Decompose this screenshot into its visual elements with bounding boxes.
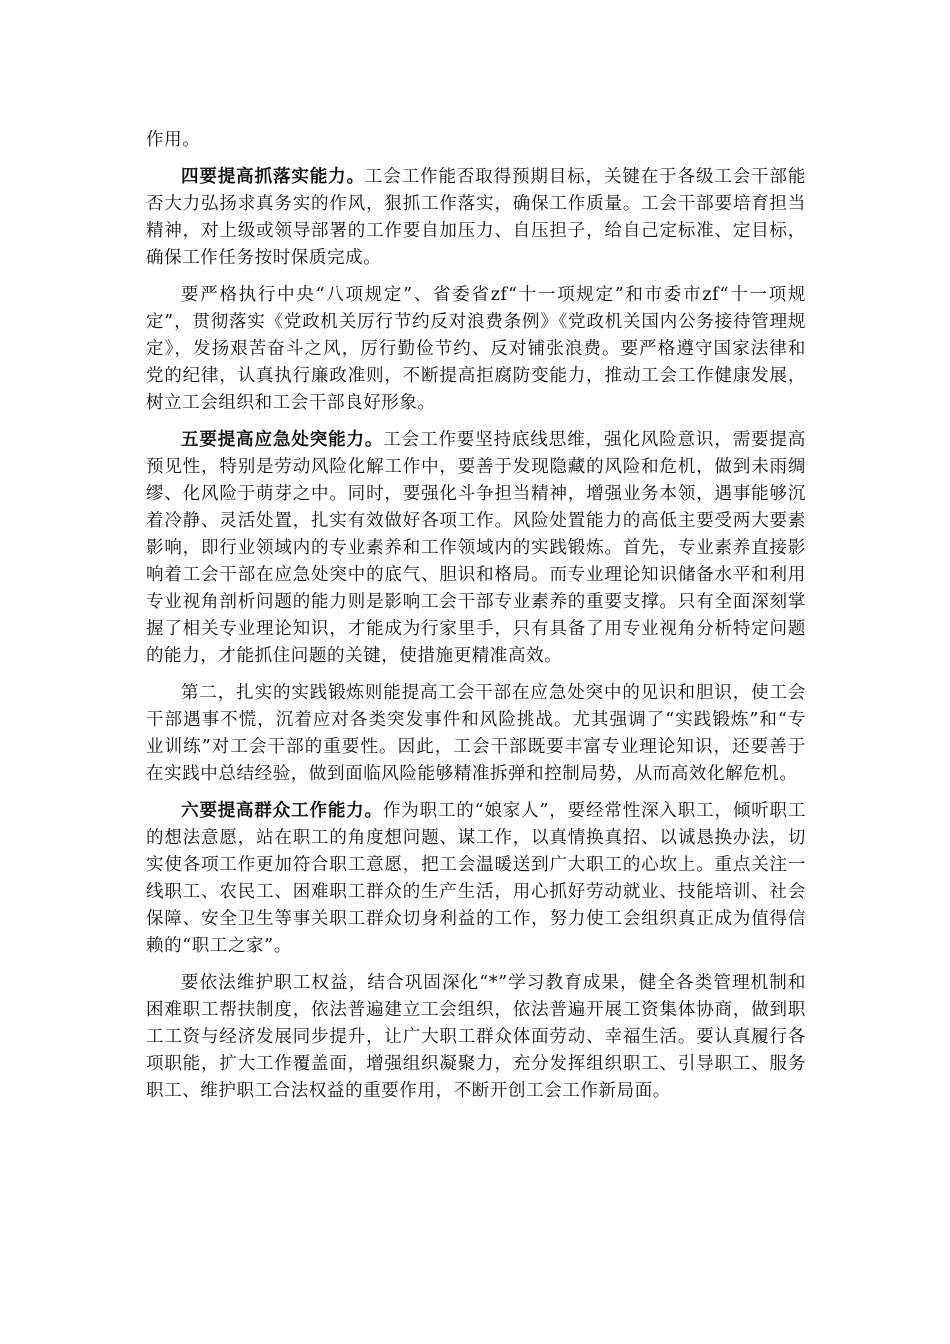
- paragraph-text: 工会工作要坚持底线思维，强化风险意识，需要提高预见性，特别是劳动风险化解工作中，要善于发现隐藏的风险和危机，做到未雨绸缪、化风险于萌芽之中。同时，要强化斗争担当精神，增强业务本领，遇事能够沉着冷静、灵活处置，扎实有效做好各项工作。风险处置能力的高低主要受两大要素影响，即行业领域内的专业素养和工作领域内的实践锻炼。首先，专业素养直接影响着工会干部在应急处突中的底气、胆识和格局。而专业理论知识储备水平和利用专业视角剖析问题的能力则是影响工会干部专业素养的重要支撑。只有全面深刻掌握了相关专业理论知识，才能成为行家里手，只有具备了用专业视角分析特定问题的能力，才能抓住问题的关键，使措施更精准高效。: [146, 430, 806, 666]
- paragraph-continuation: [146, 127, 806, 154]
- paragraph-text: 要依法维护职工权益，结合巩固深化“*”学习教育成果，健全各类管理机制和困难职工帮扶制度，依法普遍建立工会组织，依法普遍开展工资集体协商，做到职工工资与经济发展同步提升，让广大职工群众体面劳动、幸福生活。要认真履行各项职能，扩大工作覆盖面，增强组织凝聚力，充分发挥组织职工、引导职工、服务职工、维护职工合法权益的重要作用，不断开创工会工作新局面。: [146, 973, 806, 1101]
- paragraph-section-six: [146, 798, 806, 960]
- paragraph-text: 要严格执行中央“八项规定”、省委省zf“十一项规定”和市委市zf“十一项规定”，贯彻落实《党政机关厉行节约反对浪费条例》《党政机关国内公务接待管理规定》，发扬艰苦奋斗之风，厉行勤俭节约、反对铺张浪费。要严格遵守国家法律和党的纪律，认真执行廉政准则，不断提高拒腐防变能力，推动工会工作健康发展，树立工会组织和工会干部良好形象。: [146, 285, 806, 413]
- section-heading: 四要提高抓落实能力。: [181, 167, 365, 187]
- paragraph-text: 工会工作能否取得预期目标，关键在于各级工会干部能否大力弘扬求真务实的作风，狠抓工作落实，确保工作质量。工会干部要培育担当精神，对上级或领导部署的工作要自加压力、自压担子，给自己定标准、定目标，确保工作任务按时保质完成。: [146, 167, 806, 268]
- paragraph-text: 第二，扎实的实践锻炼则能提高工会干部在应急处突中的见识和胆识，使工会干部遇事不慌，沉着应对各类突发事件和风险挑战。尤其强调了“实践锻炼”和“专业训练”对工会干部的重要性。因此，工会干部既要丰富专业理论知识，还要善于在实践中总结经验，做到面临风险能够精准拆弹和控制局势，从而高效化解危机。: [146, 683, 806, 784]
- section-heading: 六要提高群众工作能力。: [181, 801, 383, 821]
- document-page: [146, 127, 806, 1105]
- paragraph-section-five: [146, 427, 806, 670]
- paragraph-rights: [146, 970, 806, 1105]
- paragraph-section-four: [146, 164, 806, 272]
- paragraph-discipline: [146, 282, 806, 417]
- paragraph-practice: [146, 680, 806, 788]
- section-heading: 五要提高应急处突能力。: [181, 430, 384, 450]
- paragraph-text: 作用。: [146, 130, 201, 150]
- paragraph-text: 作为职工的“娘家人”，要经常性深入职工，倾听职工的想法意愿，站在职工的角度想问题、谋工作，以真情换真招、以诚恳换办法，切实使各项工作更加符合职工意愿，把工会温暖送到广大职工的心坎上。重点关注一线职工、农民工、困难职工群众的生产生活，用心抓好劳动就业、技能培训、社会保障、安全卫生等事关职工群众切身利益的工作，努力使工会组织真正成为值得信赖的“职工之家”。: [146, 801, 806, 956]
